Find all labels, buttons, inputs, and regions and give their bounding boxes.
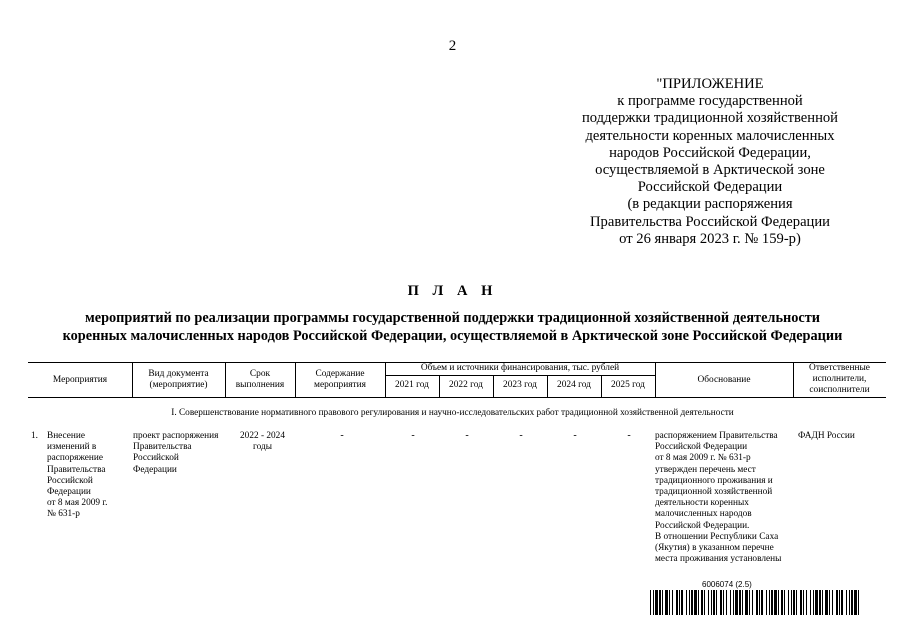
header-year-2025: 2025 год	[611, 380, 645, 390]
header-measures: Мероприятия	[52, 375, 108, 385]
barcode-bar	[813, 590, 814, 615]
appendix-line: Правительства Российской Федерации	[590, 213, 830, 230]
barcode-bar	[771, 590, 773, 615]
barcode-bar	[739, 590, 741, 615]
barcode-bar	[691, 590, 693, 615]
appendix-line: Российской Федерации	[637, 179, 783, 196]
barcode-bar	[832, 590, 833, 615]
header-year-2023: 2023 год	[503, 380, 537, 390]
appendix-line: "ПРИЛОЖЕНИЕ	[656, 76, 764, 92]
barcode-bar	[836, 590, 838, 615]
appendix-line: осуществляемой в Арктической зоне	[595, 162, 825, 179]
row-responsible: ФАДН России	[798, 431, 855, 441]
row-content: -	[340, 430, 344, 441]
barcode-bar	[679, 590, 680, 615]
barcode-bar	[819, 590, 821, 615]
barcode-bar	[716, 590, 717, 615]
funding-divider	[385, 375, 655, 376]
section-title: I. Совершенствование нормативного правового регулирования и научно-исследовательских работ традиционной хозяйственной деятельности	[171, 408, 734, 418]
barcode-bar	[784, 590, 785, 615]
barcode-bar	[796, 590, 797, 615]
appendix-line: деятельности коренных малочисленных	[585, 127, 835, 144]
appendix-line: поддержки традиционной хозяйственной	[582, 110, 838, 127]
barcode-bar	[713, 590, 715, 615]
barcode-bar	[653, 590, 654, 615]
barcode-bar	[669, 590, 670, 615]
appendix-block	[560, 76, 860, 248]
row-2022-value: -	[465, 430, 469, 441]
barcode-bar	[803, 590, 804, 615]
barcode-bar	[723, 590, 724, 615]
barcode-bar	[851, 590, 853, 615]
barcode-bar	[686, 590, 687, 615]
barcode-bar	[806, 590, 807, 615]
barcode-bar	[655, 590, 658, 615]
row-2023-value: -	[519, 430, 523, 441]
barcode-bar	[839, 590, 840, 615]
barcode-bar	[665, 590, 668, 615]
barcode-bar	[846, 590, 847, 615]
barcode-bar	[791, 590, 792, 615]
barcode-bar	[708, 590, 709, 615]
appendix-line: к программе государственной	[617, 93, 803, 110]
barcode-image	[650, 590, 860, 615]
barcode-bar	[778, 590, 779, 615]
barcode-bar	[854, 590, 857, 615]
barcode-bar	[711, 590, 712, 615]
header-deadline: Срок выполнения	[235, 369, 285, 390]
barcode-bar	[849, 590, 850, 615]
barcode-bar	[793, 590, 795, 615]
header-responsible: Ответственные исполнители, соисполнители	[809, 363, 870, 395]
barcode-bar	[858, 590, 859, 615]
row-2021-value: -	[411, 430, 415, 441]
barcode-bar	[704, 590, 705, 615]
plan-title: П Л А Н	[407, 283, 498, 299]
page-number: 2	[448, 38, 457, 54]
barcode-bar	[659, 590, 661, 615]
row-2024-value: -	[573, 430, 577, 441]
plan-subtitle	[0, 310, 905, 345]
barcode-bar	[810, 590, 811, 615]
barcode-bar	[730, 590, 731, 615]
barcode-bar	[756, 590, 758, 615]
barcode-bar	[701, 590, 703, 615]
barcode-bar	[726, 590, 727, 615]
barcode-bar	[841, 590, 843, 615]
barcode-label: 6006074 (2.5)	[702, 580, 752, 589]
barcode-bar	[769, 590, 770, 615]
barcode-bar	[735, 590, 738, 615]
barcode-bar	[650, 590, 651, 615]
row-doc-type: проект распоряжения Правительства Российской Федерации	[133, 431, 219, 475]
row-measure: Внесение изменений в распоряжение Правительства Российской Федерации от 8 мая 2009 г. № 631-р	[47, 431, 108, 520]
barcode-bar	[676, 590, 678, 615]
barcode-bar	[761, 590, 763, 615]
header-justification: Обоснование	[697, 375, 751, 385]
barcode-bar	[829, 590, 830, 615]
row-justification: распоряжением Правительства Российской Федерации от 8 мая 2009 г. № 631-р утвержден перечень мест традиционного проживания и традиционной хозяйственной деятельности коренных малочисленных народов Российской Федерации. В отношении Республики Саха (Якутия) в указанном перечне места проживания установлены	[655, 431, 782, 565]
barcode-bar	[815, 590, 818, 615]
barcode-bar	[745, 590, 748, 615]
header-funding: Объем и источники финансирования, тыс. рублей	[420, 363, 620, 373]
header-year-2024: 2024 год	[557, 380, 591, 390]
table-header-bottom-border	[28, 397, 886, 398]
barcode-bar	[720, 590, 722, 615]
barcode-bar	[733, 590, 734, 615]
header-content: Содержание мероприятия	[314, 369, 366, 390]
barcode-bar	[749, 590, 750, 615]
barcode-bar	[694, 590, 697, 615]
appendix-line: (в редакции распоряжения	[627, 196, 793, 213]
barcode-bar	[672, 590, 673, 615]
barcode-bar	[774, 590, 777, 615]
header-year-2022: 2022 год	[449, 380, 483, 390]
barcode-bar	[788, 590, 789, 615]
barcode-bar	[662, 590, 663, 615]
subtitle-line: мероприятий по реализации программы государственной поддержки традиционной хозяйственной деятельности	[85, 310, 820, 326]
barcode-bar	[681, 590, 683, 615]
barcode-bar	[742, 590, 743, 615]
barcode-bar	[689, 590, 690, 615]
row-deadline: 2022 - 2024 годы	[240, 431, 285, 453]
appendix-line: народов Российской Федерации,	[609, 144, 811, 161]
header-doc-type: Вид документа (мероприятие)	[148, 369, 209, 390]
barcode-bar	[759, 590, 760, 615]
header-year-2021: 2021 год	[395, 380, 429, 390]
row-2025-value: -	[627, 430, 631, 441]
barcode-bar	[752, 590, 753, 615]
subtitle-line: коренных малочисленных народов Российской Федерации, осуществляемой в Арктической зоне Российской Федерации	[62, 327, 843, 344]
barcode-bar	[698, 590, 699, 615]
row-number: 1.	[31, 431, 38, 441]
barcode-bar	[800, 590, 802, 615]
barcode-bar	[825, 590, 828, 615]
appendix-line: от 26 января 2023 г. № 159-р)	[619, 230, 801, 247]
barcode-bar	[822, 590, 823, 615]
barcode-bar	[781, 590, 783, 615]
barcode-bar	[766, 590, 767, 615]
